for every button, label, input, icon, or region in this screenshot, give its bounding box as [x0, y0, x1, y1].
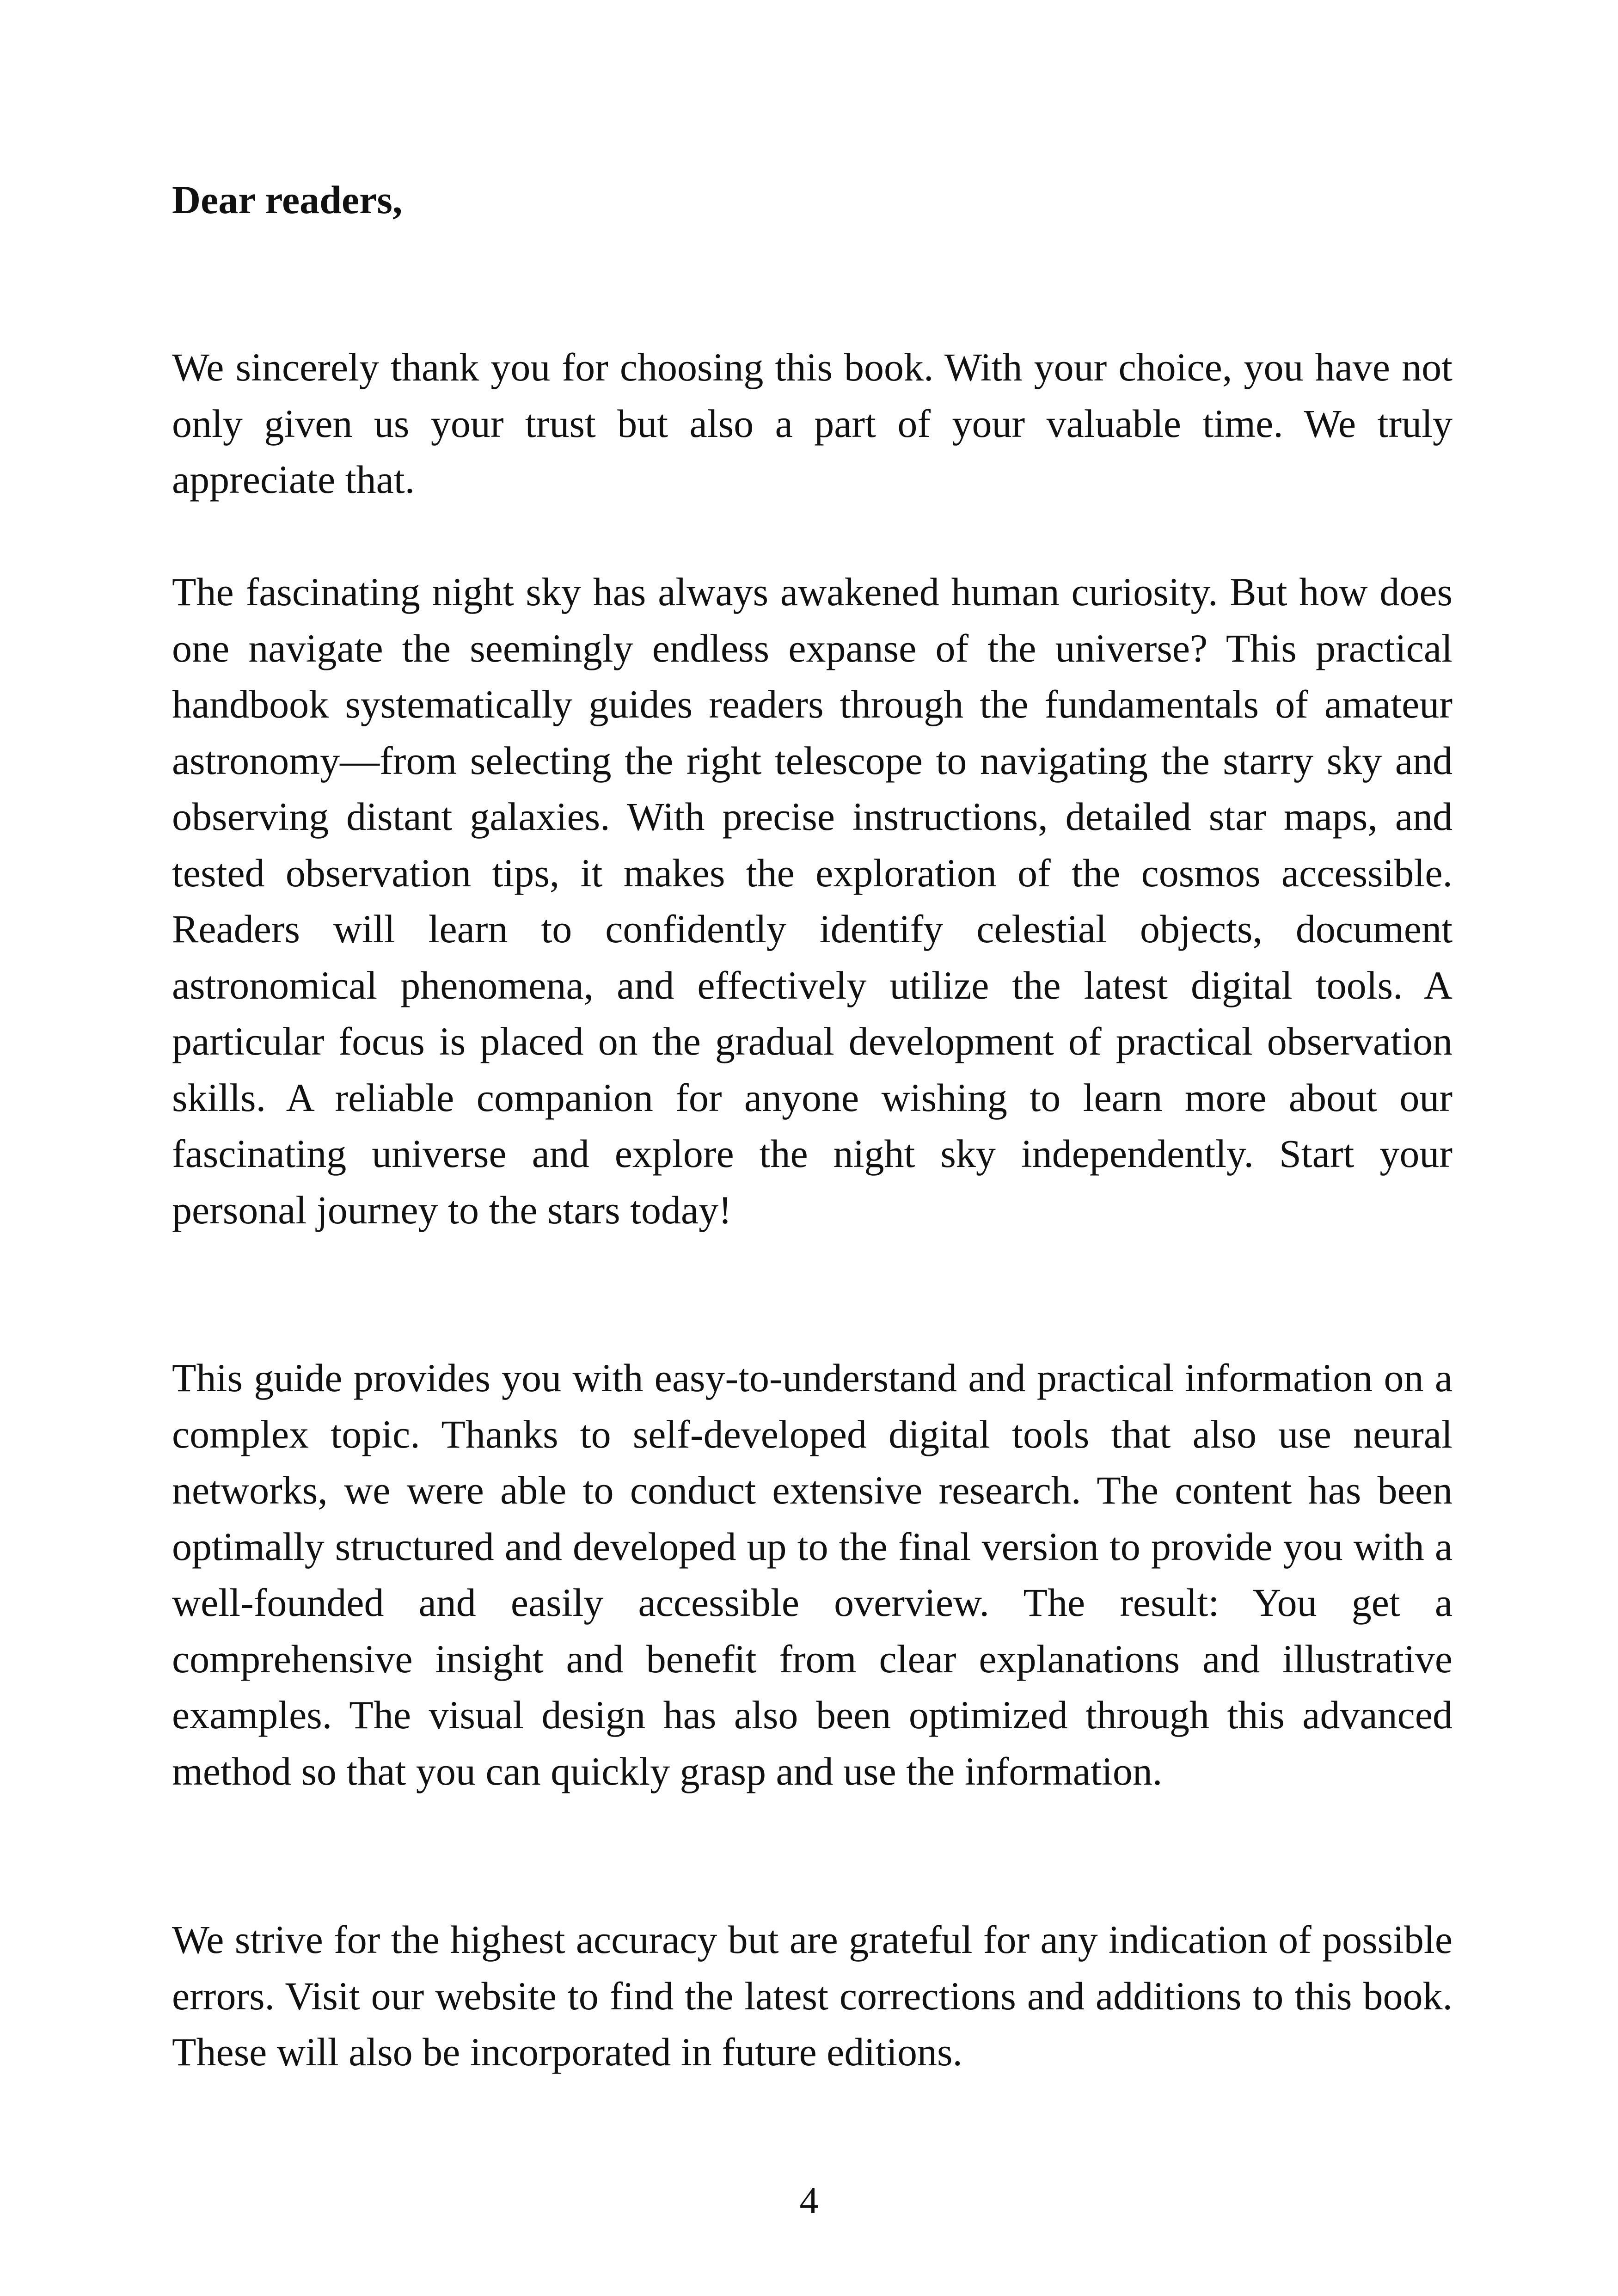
- paragraph-guide-method: This guide provides you with easy-to-understand and practical information on a complex topic. Thanks to self-developed digital tools that also use neural networks, we were able to conduct extensive research. The content has been optimally structured and developed up to the final version to provide you with a well-founded and easily accessible overview. The result: You get a comprehensive insight and benefit from clear explanations and illustrative examples. The visual design has also been optimized through this advanced method so that you can quickly grasp and use the information.: [172, 1356, 1453, 1793]
- paragraph-thanks: We sincerely thank you for choosing this book. With your choice, you have not only given us your trust but also a part of your valuable time. We truly appreciate that.: [172, 345, 1453, 502]
- salutation-heading: Dear readers,: [172, 178, 403, 222]
- page-number: 4: [799, 2179, 819, 2222]
- paragraph-book-description: The fascinating night sky has always awakened human curiosity. But how does one navigate the seemingly endless expanse of the universe? This practical handbook systematically guides readers through the fundamentals of amateur astronomy—from selecting the right telescope to navigating the starry sky and observing distant galaxies. With precise instructions, detailed star maps, and tested observation tips, it makes the exploration of the cosmos accessible. Readers will learn to confidently identify celestial objects, document astronomical phenomena, and effectively utilize the latest digital tools. A particular focus is placed on the gradual development of practical observation skills. A reliable companion for anyone wishing to learn more about our fascinating universe and explore the night sky independently. Start your personal journey to the stars today!: [172, 570, 1453, 1232]
- paragraph-corrections: We strive for the highest accuracy but are grateful for any indication of possible errors. Visit our website to find the latest corrections and additions to this book. These will also be incorporated in future editions.: [172, 1917, 1453, 2074]
